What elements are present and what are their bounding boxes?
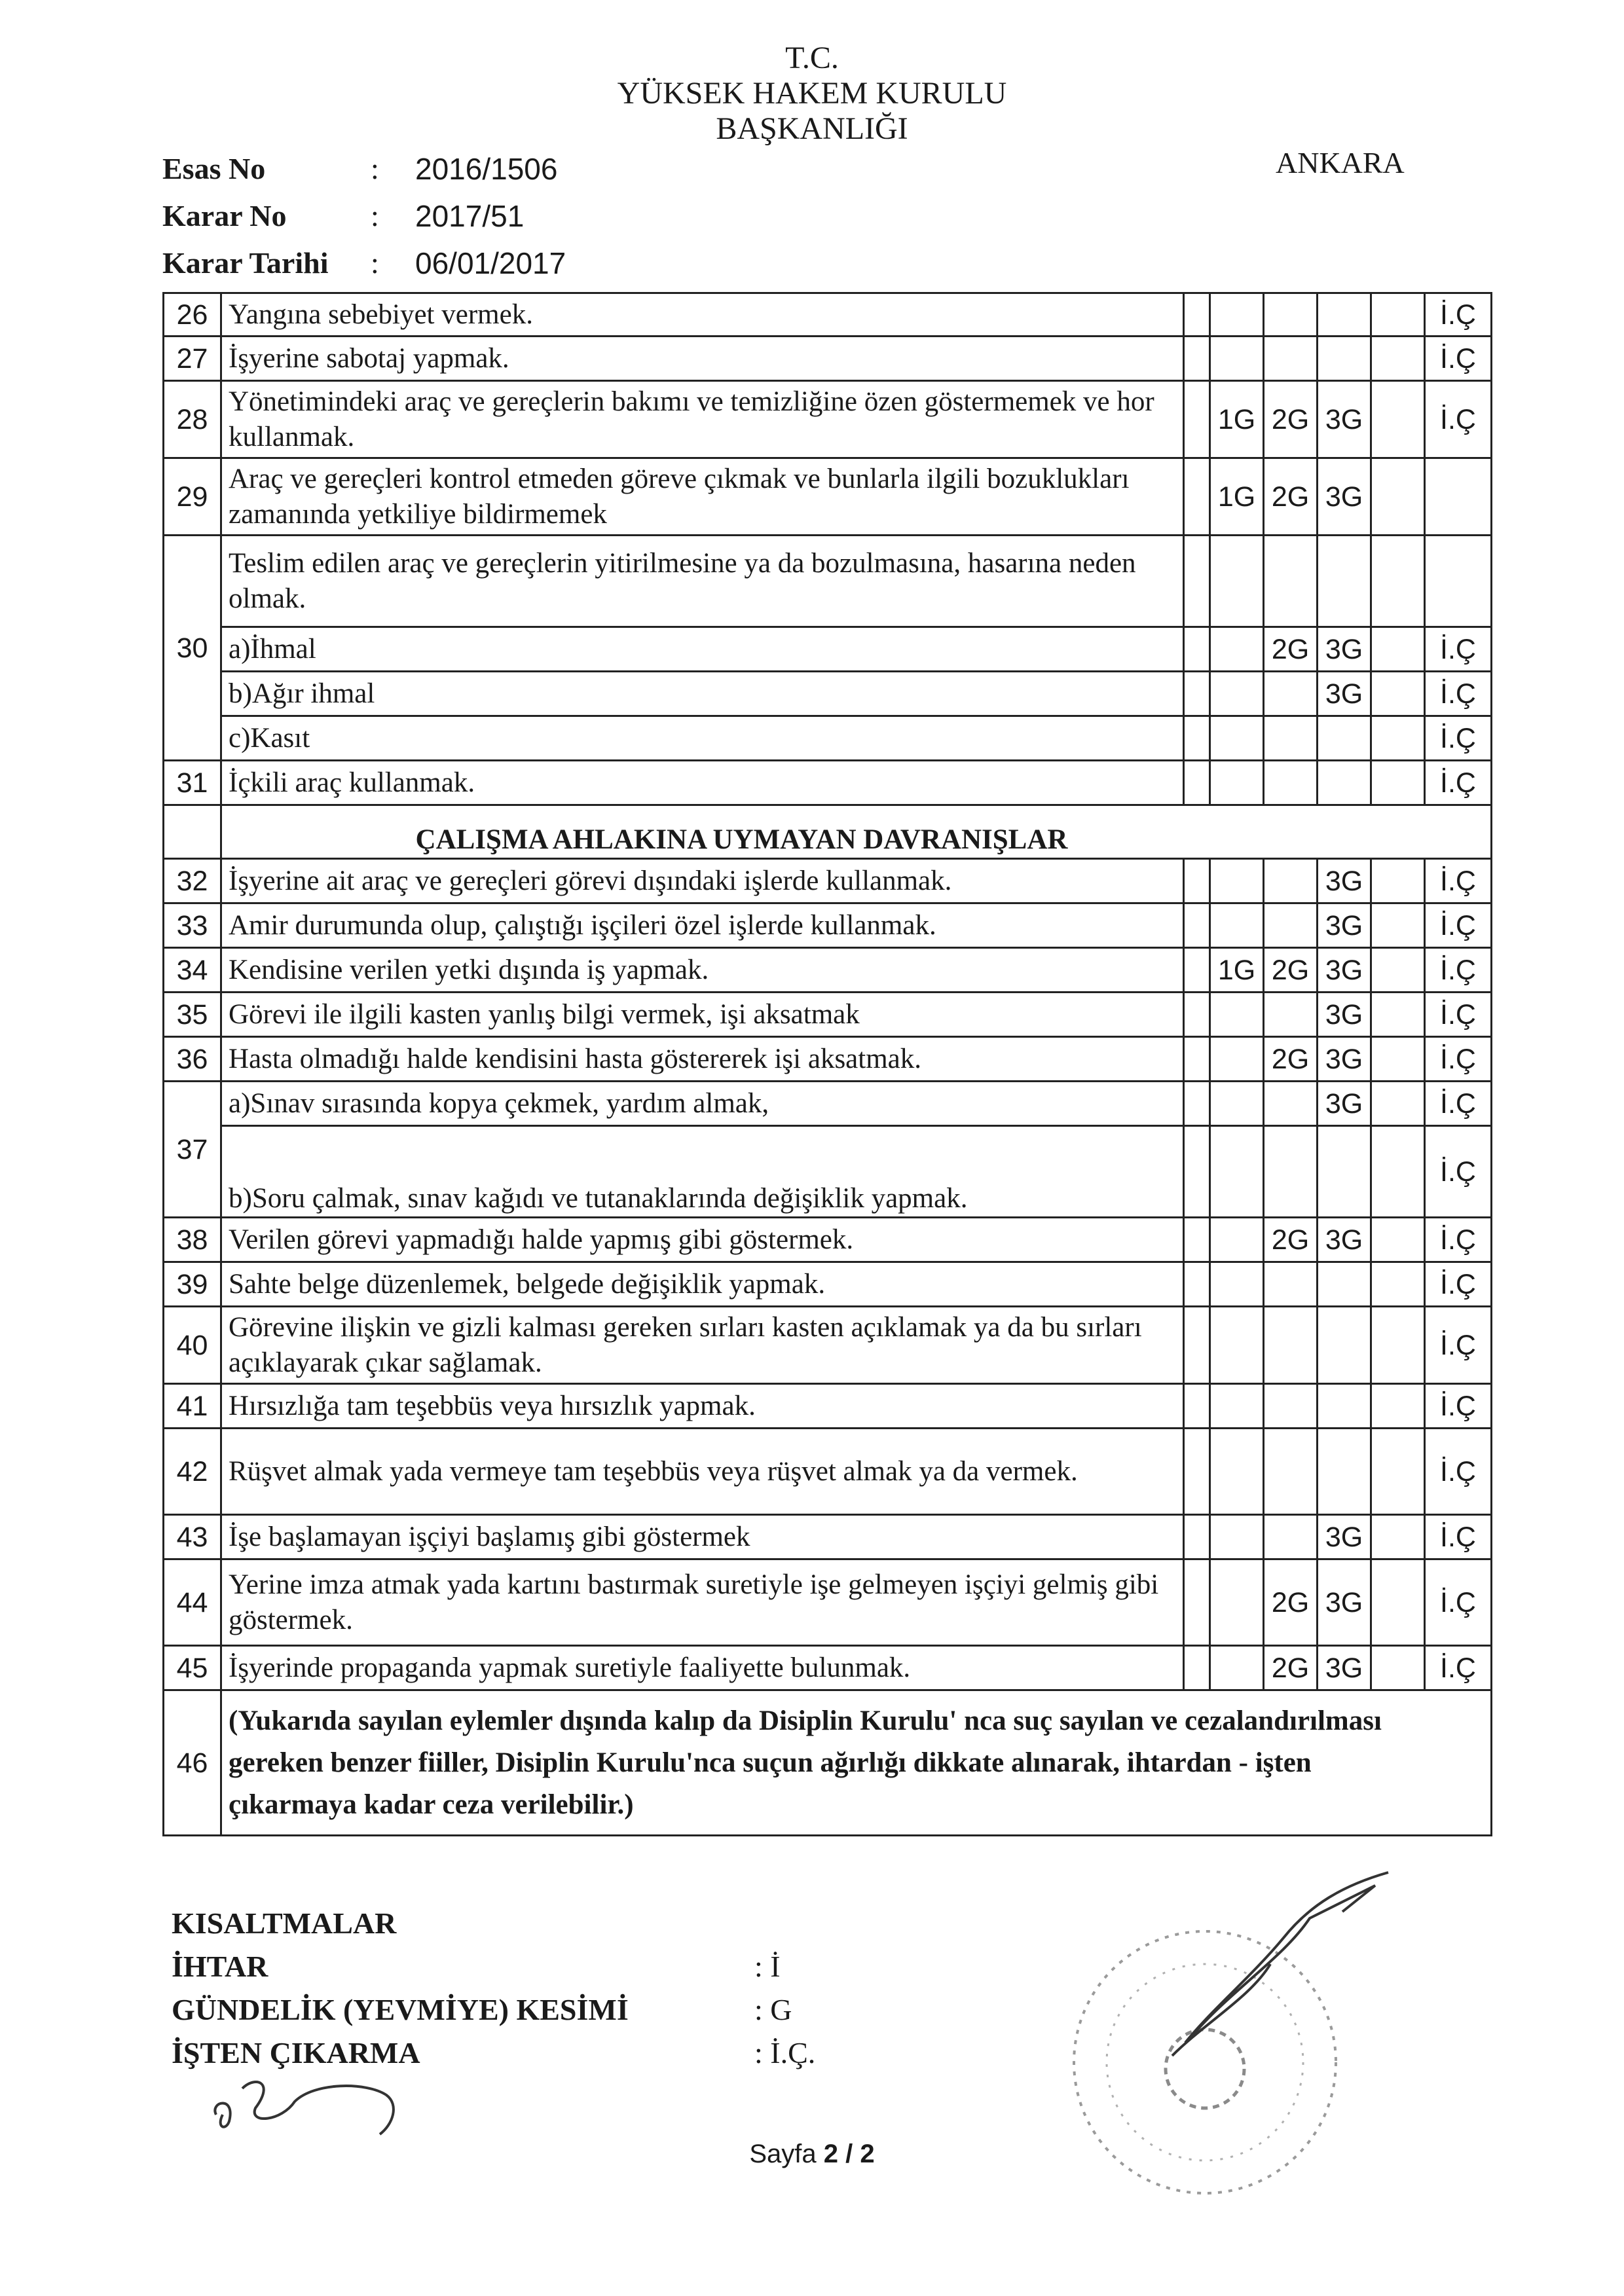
penalty-ic: İ.Ç [1425,627,1492,672]
karar-row [162,192,566,240]
row-description: Yönetimindeki araç ve gereçlerin bakımı ve temizliğine özen göstermemek ve hor kullanmak. [221,381,1184,458]
esas-label: Esas No [162,152,266,185]
row-number: 30 [164,536,221,761]
row-number: 31 [164,761,221,805]
penalty-2g: 2G [1264,627,1318,672]
penalty-3g: 3G [1318,1082,1371,1126]
penalty-ic: İ.Ç [1425,1082,1492,1126]
row-description: b)Ağır ihmal [221,672,1184,716]
row-number: 39 [164,1262,221,1307]
row-description: (Yukarıda sayılan eylemler dışında kalıp da Disiplin Kurulu' nca suç sayılan ve cezalandırılması gereken benzer fiiller, Disiplin Kurulu'nca suçun ağırlığı dikkate alınarak, ihtardan - işten çıkarmaya kadar ceza verilebilir.) [221,1690,1492,1836]
table-row [164,536,1492,627]
penalty-ic: İ.Ç [1425,903,1492,948]
row-description: Teslim edilen araç ve gereçlerin yitirilmesine ya da bozulmasına, hasarına neden olmak. [221,536,1184,627]
row-description: İşyerinde propaganda yapmak suretiyle faaliyette bulunmak. [221,1646,1184,1690]
penalty-2g: 2G [1264,948,1318,993]
page-total: 2 [860,2140,875,2168]
signature-left [203,2062,413,2147]
penalty-1g: 1G [1210,458,1264,536]
table-row [164,1690,1492,1836]
table-row [164,293,1492,337]
row-description: Kendisine verilen yetki dışında iş yapmak. [221,948,1184,993]
table-row [164,761,1492,805]
karar-label: Karar No [162,199,287,232]
penalty-1g [1210,337,1264,381]
table-row [164,1384,1492,1429]
penalty-ic: İ.Ç [1425,1559,1492,1646]
row-description: Amir durumunda olup, çalıştığı işçileri özel işlerde kullanmak. [221,903,1184,948]
row-description: a)İhmal [221,627,1184,672]
penalty-3g: 3G [1318,1218,1371,1262]
table-row [164,672,1492,716]
row-description: b)Soru çalmak, sınav kağıdı ve tutanaklarında değişiklik yapmak. [221,1126,1184,1218]
table-row [164,948,1492,993]
penalty-2g [1264,337,1318,381]
penalty-ic: İ.Ç [1425,1429,1492,1515]
karar-value: 2017/51 [415,199,525,233]
table-row [164,859,1492,903]
case-meta [162,145,566,287]
row-number: 41 [164,1384,221,1429]
row-description: İşyerine ait araç ve gereçleri görevi dışındaki işlerde kullanmak. [221,859,1184,903]
row-description: İçkili araç kullanmak. [221,761,1184,805]
abbreviation-item [172,1945,815,1988]
row-number: 36 [164,1037,221,1082]
row-number: 34 [164,948,221,993]
table-row [164,1126,1492,1218]
row-description: Görevine ilişkin ve gizli kalması gereken sırları kasten açıklamak ya da bu sırları açıklayarak çıkar sağlamak. [221,1307,1184,1384]
penalty-ic: İ.Ç [1425,1515,1492,1559]
row-description: Hırsızlığa tam teşebbüs veya hırsızlık yapmak. [221,1384,1184,1429]
penalty-ic: İ.Ç [1425,1646,1492,1690]
table-row [164,1262,1492,1307]
esas-colon: : [371,152,379,185]
penalty-ic: İ.Ç [1425,337,1492,381]
table-row [164,458,1492,536]
penalty-3g: 3G [1318,1646,1371,1690]
abbreviation-item [172,1988,815,2032]
penalty-ic: İ.Ç [1425,859,1492,903]
penalty-3g: 3G [1318,1559,1371,1646]
table-row [164,1559,1492,1646]
row-number: 37 [164,1082,221,1218]
row-description: a)Sınav sırasında kopya çekmek, yardım almak, [221,1082,1184,1126]
karar-colon: : [371,199,379,232]
esas-row [162,145,566,192]
table-row [164,993,1492,1037]
penalty-1g [1210,293,1264,337]
page-separator: / [838,2140,860,2168]
tarih-label: Karar Tarihi [162,246,329,280]
penalty-ic [1425,458,1492,536]
penalty-ic: İ.Ç [1425,1218,1492,1262]
abbreviation-value: : G [754,1993,792,2026]
penalty-2g: 2G [1264,381,1318,458]
row-number: 35 [164,993,221,1037]
row-description: Yerine imza atmak yada kartını bastırmak suretiyle işe gelmeyen işçiyi gelmiş gibi göstermek. [221,1559,1184,1646]
header-institution: YÜKSEK HAKEM KURULU [617,76,1007,111]
row-description: Verilen görevi yapmadığı halde yapmış gibi göstermek. [221,1218,1184,1262]
table-row [164,1515,1492,1559]
penalty-ic: İ.Ç [1425,1262,1492,1307]
abbreviations-title: KISALTMALAR [172,1906,397,1940]
page-prefix: Sayfa [749,2140,824,2168]
row-number: 27 [164,337,221,381]
document-header [0,41,1624,147]
abbreviation-label: İŞTEN ÇIKARMA [172,2036,420,2069]
penalty-ic: İ.Ç [1425,1037,1492,1082]
row-number: 32 [164,859,221,903]
penalty-3g: 3G [1318,627,1371,672]
row-number: 40 [164,1307,221,1384]
penalty-ic: İ.Ç [1425,716,1492,761]
penalty-ic: İ.Ç [1425,948,1492,993]
tarih-value: 06/01/2017 [415,246,566,280]
table-row [164,1082,1492,1126]
penalty-ic: İ.Ç [1425,672,1492,716]
penalty-2g: 2G [1264,1646,1318,1690]
row-description: c)Kasıt [221,716,1184,761]
penalty-3g [1318,337,1371,381]
penalty-3g: 3G [1318,859,1371,903]
penalty-3g [1318,293,1371,337]
table-row [164,1646,1492,1690]
header-office: BAŞKANLIĞI [716,111,908,146]
row-number: 29 [164,458,221,536]
row-description: Sahte belge düzenlemek, belgede değişiklik yapmak. [221,1262,1184,1307]
table-row [164,1307,1492,1384]
table-row [164,1218,1492,1262]
tarih-colon: : [371,246,379,280]
penalty-3g: 3G [1318,672,1371,716]
penalty-3g: 3G [1318,1515,1371,1559]
abbreviations [172,1902,815,2075]
penalty-2g: 2G [1264,1559,1318,1646]
row-description: Hasta olmadığı halde kendisini hasta göstererek işi aksatmak. [221,1037,1184,1082]
penalty-2g: 2G [1264,1218,1318,1262]
row-number: 43 [164,1515,221,1559]
penalty-ic: İ.Ç [1425,993,1492,1037]
penalty-2g: 2G [1264,1037,1318,1082]
section-title: ÇALIŞMA AHLAKINA UYMAYAN DAVRANIŞLAR [221,805,1492,859]
abbreviation-label: GÜNDELİK (YEVMİYE) KESİMİ [172,1993,629,2026]
penalty-2g [1264,293,1318,337]
page-footer [0,2140,1624,2169]
penalty-ic: İ.Ç [1425,1384,1492,1429]
abbreviation-value: : İ.Ç. [754,2036,816,2069]
row-number: 46 [164,1690,221,1836]
penalty-3g: 3G [1318,993,1371,1037]
table-row [164,903,1492,948]
penalty-1g: 1G [1210,381,1264,458]
section-row [164,805,1492,859]
tarih-row [162,240,566,287]
penalty-3g: 3G [1318,948,1371,993]
row-description: Araç ve gereçleri kontrol etmeden göreve çıkmak ve bunlarla ilgili bozuklukları zamanında yetkiliye bildirmemek [221,458,1184,536]
table-row [164,1037,1492,1082]
penalty-table [162,292,1492,1836]
penalty-3g: 3G [1318,458,1371,536]
row-number: 45 [164,1646,221,1690]
table-row [164,337,1492,381]
row-number: 44 [164,1559,221,1646]
row-number: 38 [164,1218,221,1262]
penalty-3g: 3G [1318,903,1371,948]
abbreviation-value: : İ [754,1950,781,1983]
penalty-ic: İ.Ç [1425,1307,1492,1384]
penalty-3g: 3G [1318,1037,1371,1082]
table-row [164,627,1492,672]
row-description: Rüşvet almak yada vermeye tam teşebbüs veya rüşvet almak ya da vermek. [221,1429,1184,1515]
penalty-1g: 1G [1210,948,1264,993]
table-row [164,381,1492,458]
abbreviation-label: İHTAR [172,1950,268,1983]
row-number: 28 [164,381,221,458]
row-number: 42 [164,1429,221,1515]
penalty-ic: İ.Ç [1425,761,1492,805]
penalty-ic: İ.Ç [1425,1126,1492,1218]
penalty-3g: 3G [1318,381,1371,458]
row-description: Yangına sebebiyet vermek. [221,293,1184,337]
row-description: İşyerine sabotaj yapmak. [221,337,1184,381]
penalty-ic: İ.Ç [1425,293,1492,337]
penalty-2g: 2G [1264,458,1318,536]
penalty-ic: İ.Ç [1425,381,1492,458]
page-current: 2 [823,2140,839,2168]
row-number: 26 [164,293,221,337]
header-tc: T.C. [785,41,839,75]
city-label: ANKARA [1276,146,1405,179]
table-row [164,1429,1492,1515]
row-number: 33 [164,903,221,948]
esas-value: 2016/1506 [415,152,558,186]
table-row [164,716,1492,761]
row-description: İşe başlamayan işçiyi başlamış gibi göstermek [221,1515,1184,1559]
row-description: Görevi ile ilgili kasten yanlış bilgi vermek, işi aksatmak [221,993,1184,1037]
